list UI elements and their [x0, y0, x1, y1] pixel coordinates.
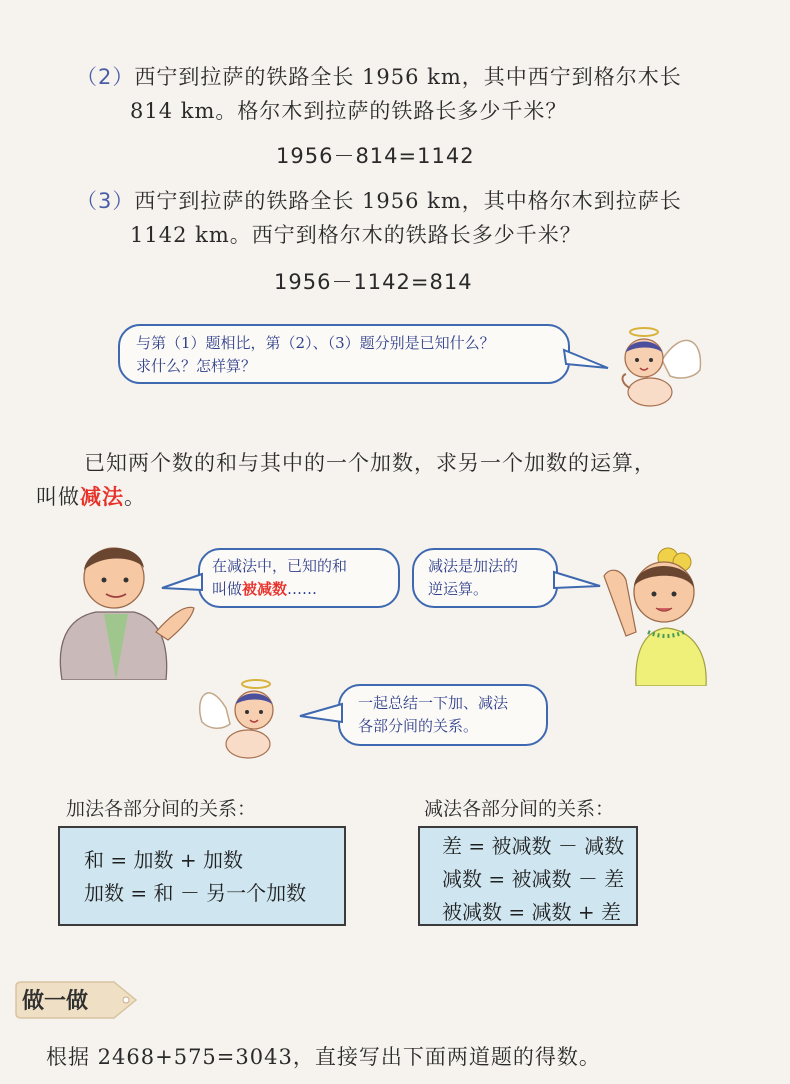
question-2-number: （2）: [76, 65, 135, 89]
addition-relations-title: 加法各部分间的关系：: [66, 798, 257, 820]
boy-illustration: [44, 534, 200, 680]
practice-tag: [10, 980, 138, 1020]
question-2-line1: [76, 60, 756, 94]
subtraction-rule-2: 减数 = 被减数 － 差: [442, 867, 625, 891]
boy-speech-bubble: [198, 548, 400, 608]
definition-line2: [36, 480, 146, 514]
subtraction-relations-title: 减法各部分间的关系：: [424, 798, 615, 820]
question-2-line2: 814 km。格尔木到拉萨的铁路长多少千米？: [130, 99, 568, 123]
angel-speech-bubble-1: [118, 324, 570, 384]
bubble-tail-angel-2: [298, 700, 344, 726]
angel-bubble-1-line1: 与第（1）题相比，第（2）、（3）题分别是已知什么？: [136, 334, 495, 352]
question-2-text: 西宁到拉萨的铁路全长 1956 km，其中西宁到格尔木长: [134, 65, 682, 89]
practice-tag-label: 做一做: [22, 989, 89, 1014]
term-subtraction: 减法: [80, 484, 124, 509]
practice-instruction: 根据 2468+575=3043，直接写出下面两道题的得数。: [46, 1045, 601, 1069]
subtraction-rule-1: 差 = 被减数 － 减数: [442, 834, 625, 858]
boy-bubble-line2: [212, 578, 386, 601]
definition-prefix: 叫做: [36, 485, 80, 509]
boy-bubble-line1: 在减法中，已知的和: [212, 557, 348, 575]
girl-illustration: [596, 536, 714, 686]
question-2: [76, 60, 756, 128]
addition-relations-box: [58, 826, 346, 926]
question-3: [76, 184, 756, 252]
angel-bubble-1-line2: 求什么？怎样算？: [136, 357, 257, 375]
question-3-line2: 1142 km。西宁到格尔木的铁路长多少千米？: [130, 223, 582, 247]
question-3-line1: [76, 184, 756, 218]
boy-bubble-suffix: ……: [287, 580, 318, 598]
angel-illustration-2: [196, 668, 306, 768]
question-3-text: 西宁到拉萨的铁路全长 1956 km，其中格尔木到拉萨长: [134, 189, 682, 213]
angel-bubble-2-line2: 各部分间的关系。: [358, 717, 479, 735]
bubble-tail-boy: [160, 568, 204, 594]
boy-bubble-prefix: 叫做: [212, 580, 243, 598]
definition-suffix: 。: [124, 485, 146, 509]
subtraction-rule-3: 被减数 = 减数 + 差: [442, 900, 621, 924]
angel-speech-bubble-2: [338, 684, 548, 746]
angel-illustration: [604, 318, 708, 418]
girl-bubble-line2: 逆运算。: [428, 580, 489, 598]
equation-3: 1956－1142=814: [274, 270, 473, 294]
subtraction-relations-box: [418, 826, 638, 926]
question-3-number: （3）: [76, 189, 135, 213]
bubble-tail-girl: [552, 566, 602, 594]
girl-speech-bubble: [412, 548, 558, 608]
girl-bubble-line1: 减法是加法的: [428, 557, 519, 575]
term-minuend: 被减数: [242, 580, 288, 598]
definition-line1: 已知两个数的和与其中的一个加数，求另一个加数的运算，: [84, 451, 656, 475]
addition-rule-2: 加数 = 和 － 另一个加数: [84, 881, 307, 905]
angel-bubble-2-line1: 一起总结一下加、减法: [358, 694, 509, 712]
equation-2: 1956－814=1142: [276, 144, 475, 168]
addition-rule-1: 和 = 加数 + 加数: [84, 848, 243, 872]
